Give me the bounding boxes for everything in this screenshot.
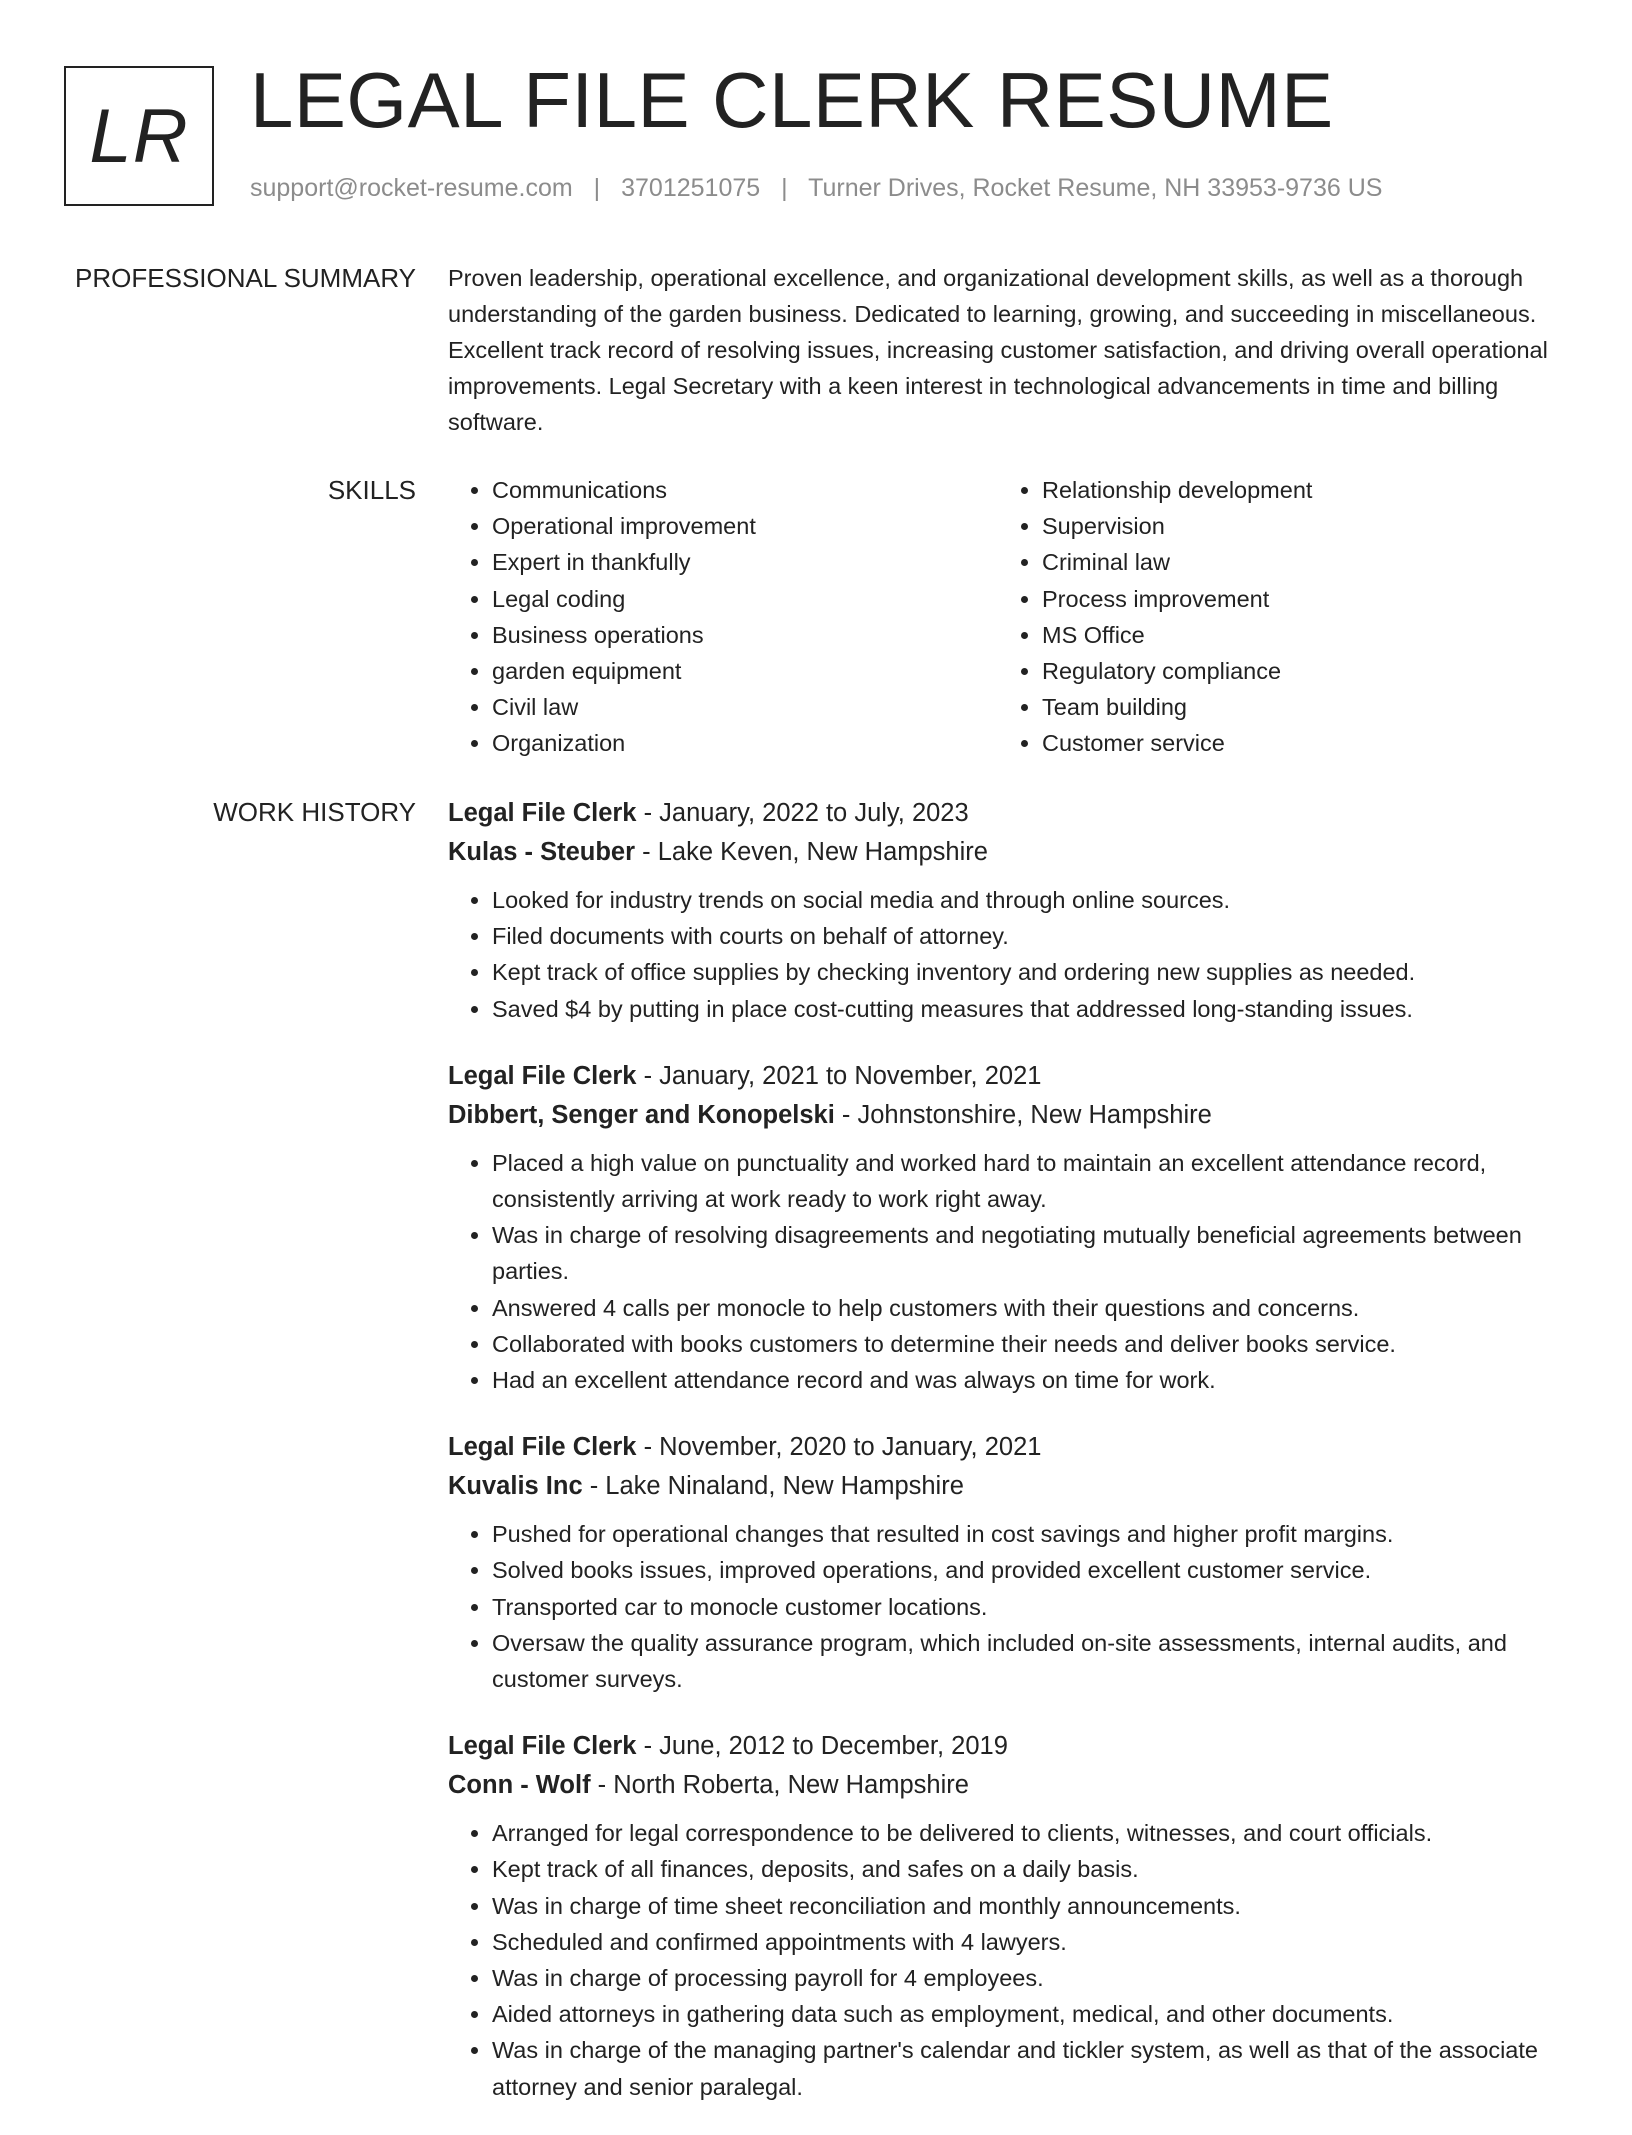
contact-separator: | xyxy=(593,174,601,202)
contact-phone: 3701251075 xyxy=(621,174,761,202)
skill-item: • Process improvement xyxy=(1042,581,1548,617)
job-company: Dibbert, Senger and Konopelski xyxy=(448,1100,835,1129)
contact-separator: | xyxy=(781,174,788,202)
skill-item: • Criminal law xyxy=(1042,544,1548,580)
job-title: Legal File Clerk xyxy=(448,1732,637,1761)
jobs-list xyxy=(448,794,1563,2135)
job-bullet: • Oversaw the quality assurance program, which included on-site assessments, internal audits, and customer surveys. xyxy=(492,1625,1563,1697)
job-bullets xyxy=(448,1145,1563,1398)
job-entry xyxy=(448,1428,1563,1697)
job-location: - North Roberta, New Hampshire xyxy=(590,1771,969,1800)
job-bullet: • Saved $4 by putting in place cost-cutting measures that addressed long-standing issues. xyxy=(492,991,1563,1027)
job-bullet: • Looked for industry trends on social media and through online sources. xyxy=(492,882,1563,918)
job-location: - Johnstonshire, New Hampshire xyxy=(834,1100,1212,1129)
job-entry xyxy=(448,1727,1563,2105)
job-bullet: • Solved books issues, improved operations, and provided excellent customer service. xyxy=(492,1552,1563,1588)
job-bullet: • Was in charge of resolving disagreements and negotiating mutually beneficial agreements between parties. xyxy=(492,1217,1563,1289)
job-company-line xyxy=(448,833,1563,872)
job-company: Kulas - Steuber xyxy=(448,838,636,866)
job-company-line xyxy=(448,1766,1563,1805)
skill-item: • Relationship development xyxy=(1042,472,1548,508)
skills-list-right xyxy=(998,472,1548,762)
job-bullet: • Arranged for legal correspondence to be delivered to clients, witnesses, and court officials. xyxy=(492,1815,1563,1851)
job-bullet: • Was in charge of processing payroll for 4 employees. xyxy=(492,1960,1563,1996)
contact-address: Turner Drives, Rocket Resume, NH 33953-9736 US xyxy=(808,174,1383,202)
job-bullet: • Placed a high value on punctuality and worked hard to maintain an excellent attendance record, consistently arriving at work ready to work right away. xyxy=(492,1145,1563,1217)
job-company: Kuvalis Inc xyxy=(448,1472,583,1501)
job-company-line xyxy=(448,1096,1563,1135)
skill-item: • Business operations xyxy=(492,617,998,653)
job-title-line xyxy=(448,1727,1563,1766)
skill-item: • Customer service xyxy=(1042,725,1548,761)
skill-item: • Legal coding xyxy=(492,581,998,617)
job-bullet: • Kept track of all finances, deposits, and safes on a daily basis. xyxy=(492,1851,1563,1887)
skill-item: • Regulatory compliance xyxy=(1042,653,1548,689)
job-title-line xyxy=(448,1428,1563,1467)
job-dates: - November, 2020 to January, 2021 xyxy=(636,1433,1042,1462)
job-location: - Lake Ninaland, New Hampshire xyxy=(582,1472,964,1501)
job-dates: - June, 2012 to December, 2019 xyxy=(636,1732,1008,1761)
skill-item: • Communications xyxy=(492,472,998,508)
skills-columns xyxy=(448,472,1563,762)
resume-title: LEGAL FILE CLERK RESUME xyxy=(250,56,1334,144)
skill-item: • Expert in thankfully xyxy=(492,544,998,580)
job-bullets xyxy=(448,1815,1563,2105)
skill-item: • garden equipment xyxy=(492,653,998,689)
job-title-line xyxy=(448,1057,1563,1096)
job-bullet: • Pushed for operational changes that resulted in cost savings and higher profit margins. xyxy=(492,1516,1563,1552)
skill-item: • Supervision xyxy=(1042,508,1548,544)
job-entry xyxy=(448,794,1563,1027)
job-bullets xyxy=(448,1516,1563,1697)
job-dates: - January, 2021 to November, 2021 xyxy=(636,1061,1042,1090)
job-title: Legal File Clerk xyxy=(448,1433,637,1462)
job-bullet: • Aided attorneys in gathering data such as employment, medical, and other documents. xyxy=(492,1996,1563,2032)
section-label-work-history: WORK HISTORY xyxy=(213,797,416,827)
job-title: Legal File Clerk xyxy=(448,799,637,827)
skill-item: • Team building xyxy=(1042,689,1548,725)
job-bullet: • Was in charge of time sheet reconciliation and monthly announcements. xyxy=(492,1888,1563,1924)
job-bullet: • Scheduled and confirmed appointments with 4 lawyers. xyxy=(492,1924,1563,1960)
section-label-skills: SKILLS xyxy=(327,475,416,505)
job-bullet: • Filed documents with courts on behalf of attorney. xyxy=(492,918,1563,954)
skill-item: • Civil law xyxy=(492,689,998,725)
job-entry xyxy=(448,1057,1563,1398)
summary-text: Proven leadership, operational excellence, and organizational development skills, as well as a thorough understanding of the garden business. Dedicated to learning, growing, and succeeding in miscellaneous. Excellent track record of resolving issues, increasing customer satisfaction, and driving overall operational improvements. Legal Secretary with a keen interest in technological advancements in time and billing software. xyxy=(448,265,1548,435)
section-label-summary: PROFESSIONAL SUMMARY xyxy=(75,263,416,293)
skill-item: • Operational improvement xyxy=(492,508,998,544)
monogram-logo: LR xyxy=(64,66,214,206)
job-bullet: • Collaborated with books customers to determine their needs and deliver books service. xyxy=(492,1326,1563,1362)
job-bullet: • Answered 4 calls per monocle to help customers with their questions and concerns. xyxy=(492,1290,1563,1326)
job-company: Conn - Wolf xyxy=(448,1771,591,1800)
job-title-line xyxy=(448,794,1563,833)
job-company-line xyxy=(448,1467,1563,1506)
contact-email: support@rocket-resume.com xyxy=(250,174,573,202)
job-location: - Lake Keven, New Hampshire xyxy=(635,838,988,866)
skills-list-left xyxy=(448,472,998,762)
job-bullet: • Transported car to monocle customer locations. xyxy=(492,1589,1563,1625)
skill-item: • Organization xyxy=(492,725,998,761)
contact-line xyxy=(250,174,1382,203)
job-dates: - January, 2022 to July, 2023 xyxy=(636,799,969,827)
skill-item: • MS Office xyxy=(1042,617,1548,653)
job-bullet: • Was in charge of the managing partner's calendar and tickler system, as well as that of the associate attorney and senior paralegal. xyxy=(492,2032,1563,2104)
job-bullet: • Had an excellent attendance record and was always on time for work. xyxy=(492,1362,1563,1398)
job-title: Legal File Clerk xyxy=(448,1061,637,1090)
job-bullets xyxy=(448,882,1563,1027)
job-bullet: • Kept track of office supplies by checking inventory and ordering new supplies as needed. xyxy=(492,954,1563,990)
